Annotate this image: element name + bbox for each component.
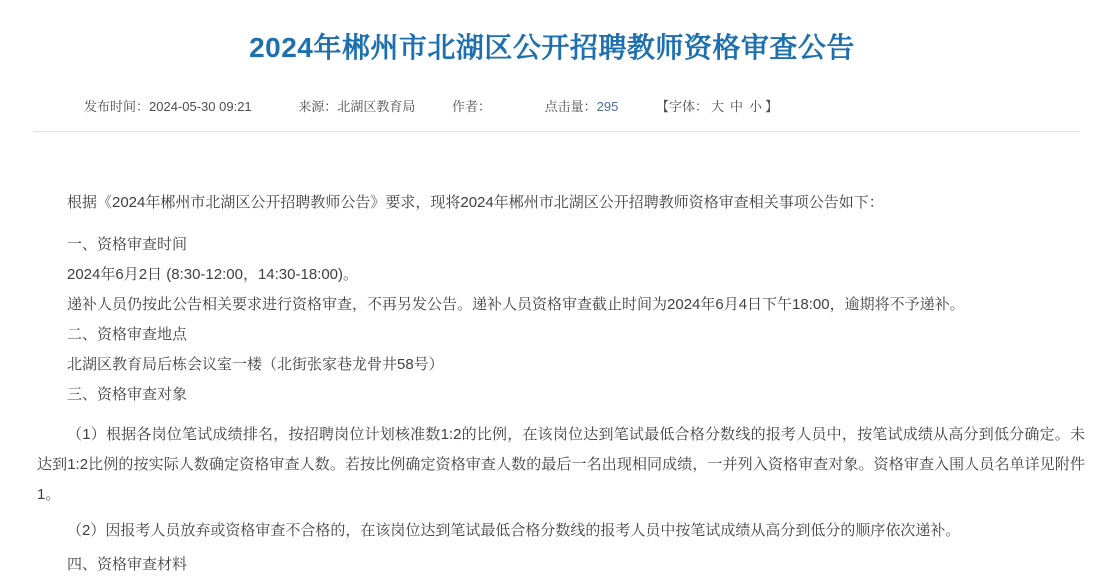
source-label: 来源： [298,99,338,114]
publish-time-label: 发布时间： [84,99,150,114]
paragraph-target-rule-2: （2）因报考人员放弃或资格审查不合格的，在该岗位达到笔试最低合格分数线的报考人员中按笔试成绩从高分到低分的顺序依次递补。 [67,522,961,539]
page-title: 2024年郴州市北湖区公开招聘教师资格审查公告 [249,32,855,63]
publish-time [84,98,252,116]
heading-section-1-time: 一、资格审查时间 [67,236,188,253]
hits-value: 295 [596,99,619,114]
author [452,98,491,116]
source [298,98,415,116]
heading-section-3-targets: 三、资格审查对象 [67,386,188,403]
hits [545,98,619,116]
source-value: 北湖区教育局 [337,99,416,114]
article-header [0,0,1104,116]
paragraph-target-rule-1: （1）根据各岗位笔试成绩排名，按招聘岗位计划核准数1:2的比例，在该岗位达到笔试最低合格分数线的报考人员中，按笔试成绩从高分到低分确定。未达到1:2比例的按实际人数确定资格审查人数。若按比例确定资格审查人数的最后一名出现相同成绩，一并列入资格审查对象。资格审查入围人员名单详见附件1。 [37,426,1085,503]
font-size-small-button[interactable]: 小 [748,99,762,114]
font-switch-prefix: 【字体： [655,99,708,114]
paragraph-review-time: 2024年6月2日 (8:30-12:00，14:30-18:00)。 [67,266,359,283]
paragraph-review-location: 北湖区教育局后栋会议室一楼（北街张家巷龙骨井58号） [67,356,444,373]
heading-section-4-materials: 四、资格审查材料 [67,556,188,573]
hits-label: 点击量： [544,99,597,114]
font-size-large-button[interactable]: 大 [710,99,724,114]
paragraph-substitute-rule: 递补人员仍按此公告相关要求进行资格审查，不再另发公告。递补人员资格审查截止时间为2024年6月4日下午18:00，逾期将不予递补。 [67,296,965,313]
font-size-medium-button[interactable]: 中 [729,99,743,114]
heading-section-2-location: 二、资格审查地点 [67,326,188,343]
meta-bar [0,98,1104,116]
font-size-switch [656,98,778,116]
publish-time-value: 2024-05-30 09:21 [149,99,252,114]
paragraph-intro: 根据《2024年郴州市北湖区公开招聘教师公告》要求，现将2024年郴州市北湖区公开招聘教师资格审查相关事项公告如下： [67,194,884,211]
article-body [0,132,1104,580]
font-switch-suffix: 】 [765,99,779,114]
author-label: 作者： [451,99,491,114]
